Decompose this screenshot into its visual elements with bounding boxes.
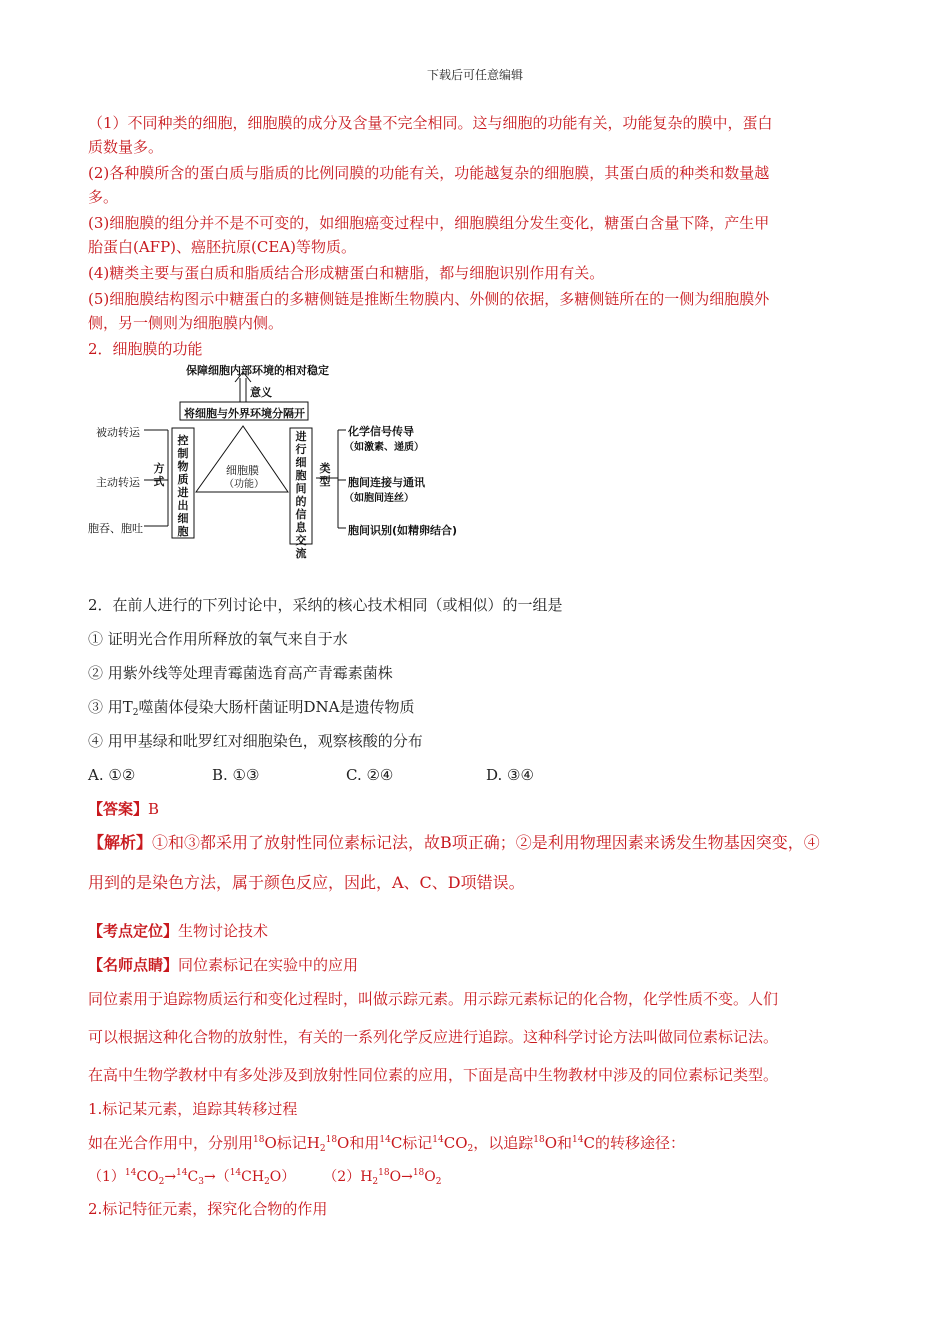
diagram-left-item: 胞吞、胞吐 <box>88 522 143 535</box>
diagram-right-item: 胞间连接与通讯 <box>348 476 425 489</box>
formula-line: $(1)^{14}CO_2\to^{14}C_3\to(^{14}CH_2O)$ $(2)H_2^{18}O\to^{18}O_2$ <box>88 1168 442 1187</box>
question-item-4: ④ 用甲基绿和吡罗红对细胞染色，观察核酸的分布 <box>88 732 423 750</box>
analysis-line-2: 用到的是染色方法，属于颜色反应，因此，A、C、D项错误。 <box>88 873 525 892</box>
note-5-line-2: 侧，另一侧则为细胞膜内侧。 <box>88 314 284 332</box>
note-3-line-1: (3)细胞膜的组分并不是不可变的，如细胞癌变过程中，细胞膜组分发生变化，糖蛋白含量下降，产生甲 <box>88 214 770 232</box>
diagram-right-item: 胞间识别(如精卵结合) <box>348 524 458 537</box>
option-c: C. ②④ <box>346 766 394 784</box>
heading-2: 2.标记特征元素，探究化合物的作用 <box>88 1200 328 1218</box>
kaodian-line: 【考点定位】生物讨论技术 <box>88 922 269 940</box>
note-2-line-2: 多。 <box>88 188 119 206</box>
note-4: (4)糖类主要与蛋白质和脂质结合形成糖蛋白和糖脂，都与细胞识别作用有关。 <box>88 264 605 282</box>
membrane-function-diagram <box>88 362 468 560</box>
diagram-top-label: 保障细胞内部环境的相对稳定 <box>186 364 329 377</box>
note-3-line-2: 胎蛋白(AFP)、癌胚抗原(CEA)等物质。 <box>88 238 357 256</box>
answer-value: B <box>148 800 160 818</box>
question-stem: 2．在前人进行的下列讨论中，采纳的核心技术相同（或相似）的一组是 <box>88 596 563 614</box>
diagram-left-box-label: 控制物质进出细胞 <box>177 434 189 538</box>
photosynthesis-line: 如在光合作用中，分别用$^{18}$O标记$H_2^{18}O$和用$^{14}$C标记$^{14}CO_2$，以追踪$^{18}$O和$^{14}$C的转移途径： <box>88 1134 685 1154</box>
answer-label: 【答案】 <box>88 800 149 818</box>
analysis-line-1: 【解析】①和③都采用了放射性同位素标记法，故B项正确；②是利用物理因素来诱发生物基因突变，④ <box>88 833 820 852</box>
note-1-line-1: （1）不同种类的细胞，细胞膜的成分及含量不完全相同。这与细胞的功能有关，功能复杂的膜中，蛋白 <box>88 114 773 132</box>
note-1-line-2: 质数量多。 <box>88 138 164 156</box>
body-line-1: 同位素用于追踪物质运行和变化过程时，叫做示踪元素。用示踪元素标记的化合物，化学性质不变。人们 <box>88 990 779 1008</box>
diagram-center-sublabel: （功能） <box>224 479 264 490</box>
body-line-3: 在高中生物学教材中有多处涉及到放射性同位素的应用，下面是高中生物教材中涉及的同位素标记类型。 <box>88 1066 779 1084</box>
diagram-center-label: 细胞膜 <box>226 464 259 477</box>
option-b: B. ①③ <box>212 766 260 784</box>
diagram-right-item: 化学信号传导 <box>348 425 414 438</box>
question-options <box>88 764 608 786</box>
option-a: A. ①② <box>88 766 136 784</box>
note-2-line-1: (2)各种膜所含的蛋白质与脂质的比例同膜的功能有关，功能越复杂的细胞膜，其蛋白质的种类和数量越 <box>88 164 770 182</box>
heading-1: 1.标记某元素，追踪其转移过程 <box>88 1100 298 1118</box>
diagram-right-item-sub: （如激素、递质） <box>344 442 424 453</box>
diagram-right-item-sub: （如胞间连丝） <box>344 493 414 504</box>
diagram-left-type-label: 方式 <box>153 462 165 488</box>
question-item-1: ① 证明光合作用所释放的氧气来自于水 <box>88 630 348 648</box>
note-5-line-1: (5)细胞膜结构图示中糖蛋白的多糖侧链是推断生物膜内、外侧的依据，多糖侧链所在的一侧为细胞膜外 <box>88 290 770 308</box>
diagram-right-box-label: 进行细胞间的信息交流 <box>295 430 307 560</box>
page-header: 下载后可任意编辑 <box>426 68 523 82</box>
answer-line <box>88 798 159 820</box>
section-2-title: 2．细胞膜的功能 <box>88 340 203 358</box>
diagram-right-type-label: 类型 <box>319 462 331 488</box>
mingshi-line: 【名师点睛】同位素标记在实验中的应用 <box>88 956 359 974</box>
question-item-3: ③ 用$T_2$噬菌体侵染大肠杆菌证明DNA是遗传物质 <box>88 698 415 718</box>
question-item-2: ② 用紫外线等处理青霉菌选育高产青霉素菌株 <box>88 664 393 682</box>
diagram-left-item: 主动转运 <box>96 476 140 489</box>
body-line-2: 可以根据这种化合物的放射性，有关的一系列化学反应进行追踪。这种科学讨论方法叫做同位素标记法。 <box>88 1028 779 1046</box>
diagram-separate-label: 将细胞与外界环境分隔开 <box>184 407 305 420</box>
diagram-left-item: 被动转运 <box>96 426 140 439</box>
option-d: D. ③④ <box>486 766 534 784</box>
diagram-meaning-label: 意义 <box>250 386 272 399</box>
